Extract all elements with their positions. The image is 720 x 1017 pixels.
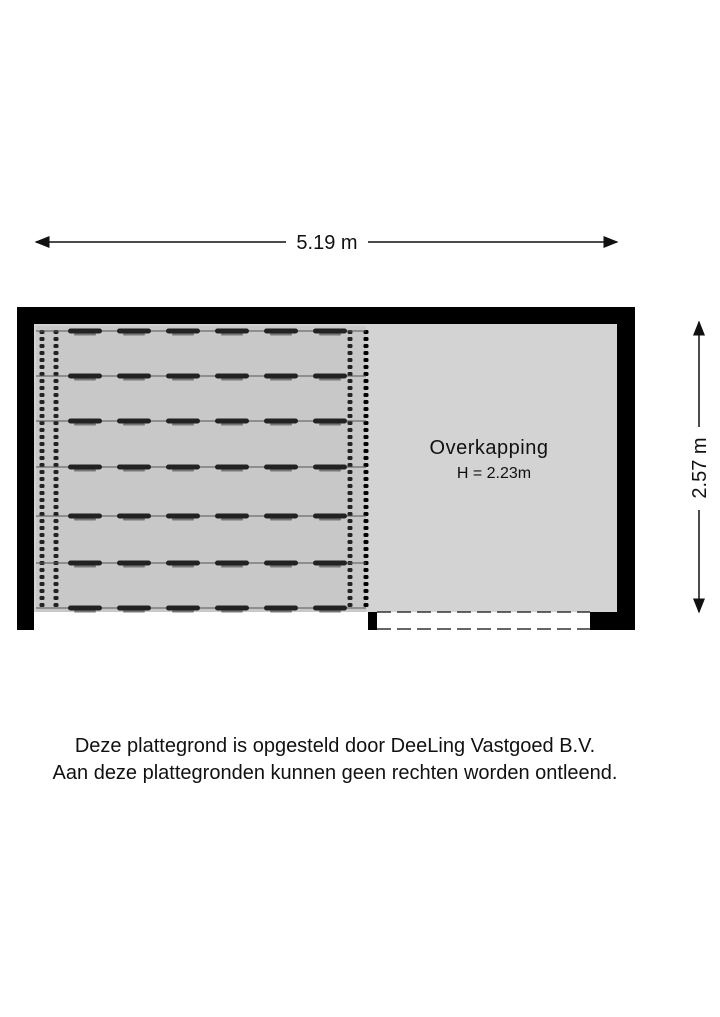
wood-log-mark: [264, 561, 298, 566]
height-dimension: [689, 322, 711, 612]
wood-edge-dot: [40, 505, 45, 509]
wood-log-shadow: [172, 334, 194, 336]
wood-log-shadow: [270, 611, 292, 613]
wood-edge-dot: [348, 491, 353, 495]
wood-edge-dot: [364, 484, 369, 488]
wall-bottom-right: [590, 612, 635, 630]
wood-edge-dot: [40, 351, 45, 355]
wood-log-shadow: [123, 566, 145, 568]
wood-edge-dot: [54, 568, 59, 572]
wood-edge-dot: [54, 512, 59, 516]
wood-edge-dot: [348, 554, 353, 558]
wood-edge-dot: [40, 456, 45, 460]
wood-edge-dot: [40, 491, 45, 495]
wood-edge-dot: [54, 498, 59, 502]
wall-left: [17, 307, 34, 630]
wood-log-mark: [313, 606, 347, 611]
wood-edge-dot: [40, 421, 45, 425]
wood-edge-dot: [348, 519, 353, 523]
wood-log-shadow: [319, 470, 341, 472]
wood-log-mark: [166, 606, 200, 611]
wood-edge-dot: [364, 414, 369, 418]
wood-edge-dot: [54, 449, 59, 453]
wood-log-mark: [215, 514, 249, 519]
wood-log-shadow: [270, 424, 292, 426]
wood-edge-dot: [348, 596, 353, 600]
wood-edge-dot: [348, 414, 353, 418]
wood-log-mark: [264, 606, 298, 611]
wood-edge-dot: [348, 358, 353, 362]
wood-log-shadow: [74, 334, 96, 336]
wood-log-mark: [117, 329, 151, 334]
wood-log-mark: [68, 329, 102, 334]
wood-log-mark: [68, 374, 102, 379]
wood-log-mark: [215, 374, 249, 379]
wood-edge-dot: [348, 351, 353, 355]
wood-edge-dot: [348, 603, 353, 607]
wood-edge-dot: [364, 449, 369, 453]
wood-edge-dot: [348, 421, 353, 425]
wood-edge-dot: [364, 442, 369, 446]
wood-edge-dot: [364, 407, 369, 411]
wood-log-shadow: [270, 519, 292, 521]
wood-edge-dot: [54, 547, 59, 551]
wood-log-mark: [264, 514, 298, 519]
wood-log-shadow: [123, 334, 145, 336]
wood-edge-dot: [54, 526, 59, 530]
wood-edge-dot: [54, 393, 59, 397]
wood-edge-dot: [348, 372, 353, 376]
wood-edge-dot: [40, 533, 45, 537]
wood-edge-dot: [348, 428, 353, 432]
wood-log-mark: [117, 561, 151, 566]
wood-edge-dot: [364, 428, 369, 432]
wood-edge-dot: [364, 470, 369, 474]
wood-edge-dot: [348, 400, 353, 404]
wood-edge-dot: [364, 379, 369, 383]
wood-edge-dot: [364, 463, 369, 467]
wood-log-mark: [215, 465, 249, 470]
wood-edge-dot: [348, 365, 353, 369]
disclaimer-line-1: Deze plattegrond is opgesteld door DeeLing Vastgoed B.V.: [74, 735, 596, 757]
wood-edge-dot: [54, 484, 59, 488]
wood-edge-dot: [54, 596, 59, 600]
wood-edge-dot: [40, 596, 45, 600]
wood-edge-dot: [40, 386, 45, 390]
wood-edge-dot: [40, 372, 45, 376]
wood-edge-dot: [40, 442, 45, 446]
wood-edge-dot: [364, 421, 369, 425]
wood-edge-dot: [40, 414, 45, 418]
wood-edge-dot: [54, 428, 59, 432]
wood-log-shadow: [319, 379, 341, 381]
wood-edge-dot: [348, 505, 353, 509]
wood-edge-dot: [348, 393, 353, 397]
wood-log-mark: [313, 329, 347, 334]
wood-log-shadow: [270, 334, 292, 336]
wood-edge-dot: [40, 554, 45, 558]
wood-edge-dot: [348, 337, 353, 341]
wood-edge-dot: [364, 526, 369, 530]
wood-edge-dot: [364, 337, 369, 341]
wood-edge-dot: [348, 575, 353, 579]
wood-log-shadow: [74, 611, 96, 613]
wood-edge-dot: [54, 435, 59, 439]
wood-log-shadow: [123, 611, 145, 613]
wood-edge-dot: [40, 393, 45, 397]
wood-edge-dot: [40, 407, 45, 411]
room-name: Overkapping: [429, 437, 549, 459]
wood-edge-dot: [54, 414, 59, 418]
wood-log-shadow: [172, 566, 194, 568]
wood-edge-dot: [348, 407, 353, 411]
wall-top: [17, 307, 635, 324]
wood-log-shadow: [319, 611, 341, 613]
wood-log-shadow: [221, 470, 243, 472]
wood-edge-dot: [348, 589, 353, 593]
wood-edge-dot: [40, 582, 45, 586]
wood-log-mark: [166, 374, 200, 379]
wood-log-mark: [166, 329, 200, 334]
wood-edge-dot: [348, 344, 353, 348]
wood-edge-dot: [364, 519, 369, 523]
wood-log-shadow: [123, 424, 145, 426]
wood-log-mark: [68, 561, 102, 566]
wood-edge-dot: [348, 449, 353, 453]
wood-log-shadow: [74, 519, 96, 521]
wood-edge-dot: [348, 484, 353, 488]
wood-log-shadow: [74, 424, 96, 426]
wood-edge-dot: [54, 365, 59, 369]
wood-log-mark: [215, 419, 249, 424]
wood-edge-dot: [348, 477, 353, 481]
wood-log-mark: [68, 606, 102, 611]
wood-edge-dot: [40, 449, 45, 453]
wood-log-mark: [68, 514, 102, 519]
wood-edge-dot: [364, 498, 369, 502]
wood-log-mark: [117, 465, 151, 470]
wood-edge-dot: [54, 582, 59, 586]
wood-edge-dot: [348, 456, 353, 460]
wood-log-shadow: [74, 566, 96, 568]
wood-edge-dot: [364, 568, 369, 572]
wood-log-mark: [117, 419, 151, 424]
wood-edge-dot: [364, 393, 369, 397]
wood-edge-dot: [364, 400, 369, 404]
wood-edge-dot: [364, 344, 369, 348]
wood-edge-dot: [40, 589, 45, 593]
wood-edge-dot: [364, 596, 369, 600]
wood-edge-dot: [54, 540, 59, 544]
wood-log-shadow: [221, 424, 243, 426]
wood-edge-dot: [348, 379, 353, 383]
wood-log-mark: [166, 514, 200, 519]
wood-log-shadow: [221, 566, 243, 568]
wood-log-shadow: [319, 334, 341, 336]
wood-edge-dot: [40, 540, 45, 544]
wood-log-mark: [68, 419, 102, 424]
wood-edge-dot: [54, 386, 59, 390]
wood-edge-dot: [40, 428, 45, 432]
wood-edge-dot: [54, 505, 59, 509]
wood-edge-dot: [348, 526, 353, 530]
wood-edge-dot: [54, 372, 59, 376]
wood-log-shadow: [172, 379, 194, 381]
room-height: H = 2.23m: [456, 465, 532, 482]
wood-edge-dot: [54, 421, 59, 425]
wood-edge-dot: [40, 512, 45, 516]
wood-edge-dot: [348, 498, 353, 502]
wood-edge-dot: [364, 589, 369, 593]
wood-log-mark: [313, 419, 347, 424]
wood-log-mark: [264, 465, 298, 470]
wood-edge-dot: [40, 435, 45, 439]
wood-edge-dot: [54, 379, 59, 383]
wood-log-shadow: [221, 379, 243, 381]
wood-log-mark: [166, 419, 200, 424]
wood-edge-dot: [348, 442, 353, 446]
wood-log-shadow: [74, 470, 96, 472]
wood-edge-dot: [364, 435, 369, 439]
wood-edge-dot: [54, 344, 59, 348]
wood-edge-dot: [54, 442, 59, 446]
wood-edge-dot: [54, 337, 59, 341]
wood-log-shadow: [221, 519, 243, 521]
wood-edge-dot: [364, 365, 369, 369]
wood-edge-dot: [54, 351, 59, 355]
wood-edge-dot: [364, 491, 369, 495]
wood-edge-dot: [54, 470, 59, 474]
wood-edge-dot: [40, 498, 45, 502]
wood-edge-dot: [364, 582, 369, 586]
wood-edge-dot: [54, 407, 59, 411]
wood-edge-dot: [54, 358, 59, 362]
wood-log-shadow: [319, 566, 341, 568]
wood-edge-dot: [348, 540, 353, 544]
wood-log-mark: [264, 419, 298, 424]
width-dimension-label: 5.19 m: [296, 232, 358, 254]
wood-edge-dot: [40, 358, 45, 362]
wood-edge-dot: [364, 386, 369, 390]
wood-log-mark: [117, 606, 151, 611]
wood-edge-dot: [40, 379, 45, 383]
wood-log-mark: [117, 374, 151, 379]
wood-edge-dot: [54, 603, 59, 607]
wood-edge-dot: [364, 505, 369, 509]
wood-edge-dot: [348, 568, 353, 572]
wood-log-shadow: [123, 379, 145, 381]
wood-edge-dot: [40, 603, 45, 607]
wood-edge-dot: [348, 512, 353, 516]
wood-edge-dot: [348, 547, 353, 551]
wood-edge-dot: [40, 337, 45, 341]
wood-log-mark: [166, 561, 200, 566]
wood-edge-dot: [364, 533, 369, 537]
wood-log-shadow: [172, 519, 194, 521]
wood-log-shadow: [270, 470, 292, 472]
wood-edge-dot: [364, 351, 369, 355]
wood-log-mark: [313, 465, 347, 470]
wood-edge-dot: [364, 456, 369, 460]
wood-edge-dot: [364, 358, 369, 362]
wood-edge-dot: [364, 547, 369, 551]
wood-edge-dot: [40, 568, 45, 572]
wood-edge-dot: [364, 512, 369, 516]
wood-log-shadow: [74, 379, 96, 381]
wood-edge-dot: [54, 491, 59, 495]
wood-edge-dot: [40, 575, 45, 579]
wood-edge-dot: [40, 365, 45, 369]
wood-edge-dot: [364, 603, 369, 607]
wood-log-shadow: [172, 611, 194, 613]
wood-log-shadow: [270, 566, 292, 568]
wood-edge-dot: [54, 456, 59, 460]
wood-log-shadow: [319, 519, 341, 521]
wood-log-shadow: [221, 611, 243, 613]
wood-edge-dot: [54, 519, 59, 523]
wood-edge-dot: [364, 477, 369, 481]
wood-log-shadow: [270, 379, 292, 381]
disclaimer-line-2: Aan deze plattegronden kunnen geen rechten worden ontleend.: [52, 762, 618, 784]
wood-edge-dot: [40, 470, 45, 474]
wood-log-mark: [313, 561, 347, 566]
wood-edge-dot: [54, 400, 59, 404]
wood-edge-dot: [348, 386, 353, 390]
open-side: [377, 612, 590, 629]
wood-log-mark: [264, 374, 298, 379]
wood-edge-dot: [40, 477, 45, 481]
wood-edge-dot: [54, 533, 59, 537]
wood-log-shadow: [172, 424, 194, 426]
wood-log-mark: [264, 329, 298, 334]
wood-edge-dot: [54, 463, 59, 467]
wood-log-mark: [215, 606, 249, 611]
wood-edge-dot: [54, 477, 59, 481]
wall-right: [617, 307, 635, 630]
wood-log-mark: [313, 514, 347, 519]
wood-log-shadow: [319, 424, 341, 426]
wood-edge-dot: [40, 547, 45, 551]
wood-edge-dot: [40, 526, 45, 530]
wood-log-mark: [313, 374, 347, 379]
wood-edge-dot: [348, 470, 353, 474]
wood-edge-dot: [364, 372, 369, 376]
wood-edge-dot: [348, 463, 353, 467]
wood-log-mark: [215, 329, 249, 334]
wood-log-shadow: [123, 470, 145, 472]
width-dimension: [36, 232, 617, 254]
wood-edge-dot: [54, 554, 59, 558]
wood-edge-dot: [348, 582, 353, 586]
wood-log-mark: [68, 465, 102, 470]
wood-edge-dot: [348, 435, 353, 439]
height-dimension-label: 2.57 m: [689, 437, 711, 499]
wood-edge-dot: [54, 575, 59, 579]
wood-edge-dot: [364, 575, 369, 579]
wood-edge-dot: [364, 540, 369, 544]
wood-log-shadow: [123, 519, 145, 521]
wood-log-mark: [166, 465, 200, 470]
wood-log-shadow: [172, 470, 194, 472]
wall-bottom-post: [368, 612, 377, 630]
wood-edge-dot: [40, 519, 45, 523]
wood-edge-dot: [40, 344, 45, 348]
wood-edge-dot: [364, 554, 369, 558]
wood-log-shadow: [221, 334, 243, 336]
wood-edge-dot: [40, 463, 45, 467]
wood-log-mark: [117, 514, 151, 519]
wood-edge-dot: [54, 589, 59, 593]
wood-edge-dot: [40, 484, 45, 488]
wood-log-mark: [215, 561, 249, 566]
wood-edge-dot: [348, 533, 353, 537]
wood-storage-pattern: [36, 326, 369, 613]
wood-edge-dot: [40, 400, 45, 404]
